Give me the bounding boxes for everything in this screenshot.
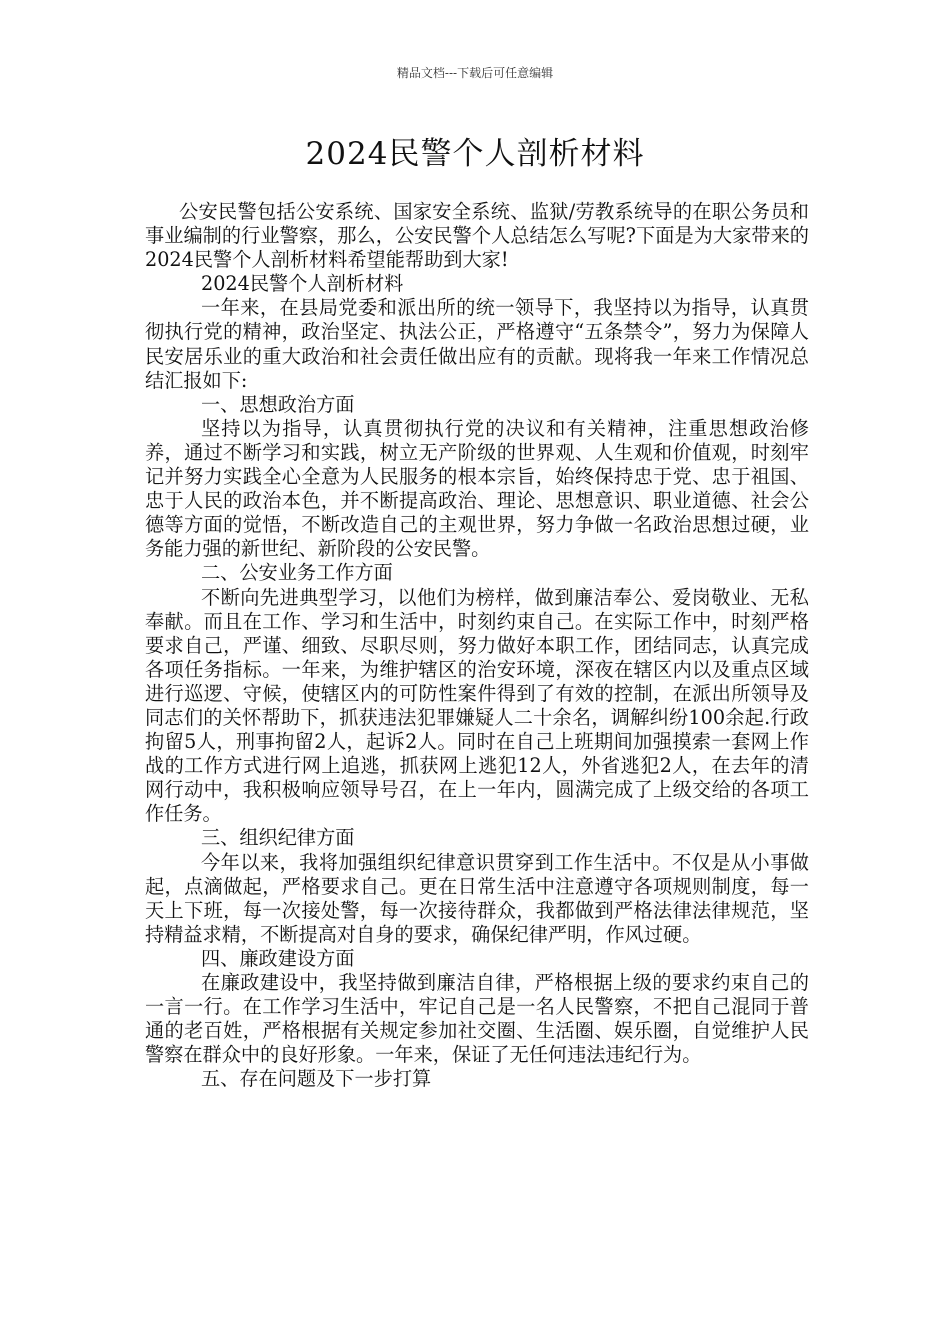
- section-heading: 四、廉政建设方面: [201, 946, 355, 970]
- body-paragraph: 一年来，在县局党委和派出所的统一领导下，我坚持以为指导，认真贯彻执行党的精神，政治坚定、执法公正，严格遵守“五条禁令”，努力为保障人民安居乐业的重大政治和社会责任做出应有的贡献。现将我一年来工作情况总结汇报如下:: [145, 296, 809, 392]
- document-title: 2024民警个人剖析材料: [305, 136, 645, 172]
- section-heading: 一、思想政治方面: [201, 392, 355, 416]
- document-header-note: 精品文档---下载后可任意编辑: [396, 66, 554, 80]
- section-heading: 二、公安业务工作方面: [201, 561, 393, 585]
- body-paragraph: 不断向先进典型学习，以他们为榜样，做到廉洁奉公、爱岗敬业、无私奉献。而且在工作、学习和生活中，时刻约束自己。在实际工作中，时刻严格要求自己，严谨、细致、尽职尽则，努力做好本职工作，团结同志，认真完成各项任务指标。一年来，为维护辖区的治安环境，深夜在辖区内以及重点区域进行巡逻、守候，使辖区内的可防性案件得到了有效的控制，在派出所领导及同志们的关怀帮助下，抓获违法犯罪嫌疑人二十余名，调解纠纷100余起.行政拘留5人，刑事拘留2人，起诉2人。同时在自己上班期间加强摸索一套网上作战的工作方式进行网上追逃，抓获网上逃犯12人，外省逃犯2人，在去年的清网行动中，我积极响应领导号召，在上一年内，圆满完成了上级交给的各项工作任务。: [145, 585, 809, 826]
- intro-paragraph: 公安民警包括公安系统、国家安全系统、监狱/劳教系统导的在职公务员和事业编制的行业警察，那么，公安民警个人总结怎么写呢?下面是为大家带来的2024民警个人剖析材料希望能帮助到大家!: [145, 200, 809, 272]
- body-paragraph: 坚持以为指导，认真贯彻执行党的决议和有关精神，注重思想政治修养，通过不断学习和实践，树立无产阶级的世界观、人生观和价值观，时刻牢记并努力实践全心全意为人民服务的根本宗旨，始终保持忠于党、忠于祖国、忠于人民的政治本色，并不断提高政治、理论、思想意识、职业道德、社会公德等方面的觉悟，不断改造自己的主观世界，努力争做一名政治思想过硬，业务能力强的新世纪、新阶段的公安民警。: [145, 416, 809, 561]
- section-heading: 三、组织纪律方面: [201, 826, 355, 850]
- body-paragraph: 在廉政建设中，我坚持做到廉洁自律，严格根据上级的要求约束自己的一言一行。在工作学习生活中，牢记自己是一名人民警察，不把自己混同于普通的老百姓，严格根据有关规定参加社交圈、生活圈、娱乐圈，自觉维护人民警察在群众中的良好形象。一年来，保证了无任何违法违纪行为。: [145, 971, 809, 1067]
- section-heading: 五、存在问题及下一步打算: [201, 1067, 432, 1091]
- body-paragraph: 今年以来，我将加强组织纪律意识贯穿到工作生活中。不仅是从小事做起，点滴做起，严格要求自己。更在日常生活中注意遵守各项规则制度，每一天上下班，每一次接处警，每一次接待群众，我都做到严格法律法律规范，坚持精益求精，不断提高对自身的要求，确保纪律严明，作风过硬。: [145, 850, 809, 946]
- section-heading: 2024民警个人剖析材料: [201, 272, 404, 296]
- document-body: [145, 200, 809, 1091]
